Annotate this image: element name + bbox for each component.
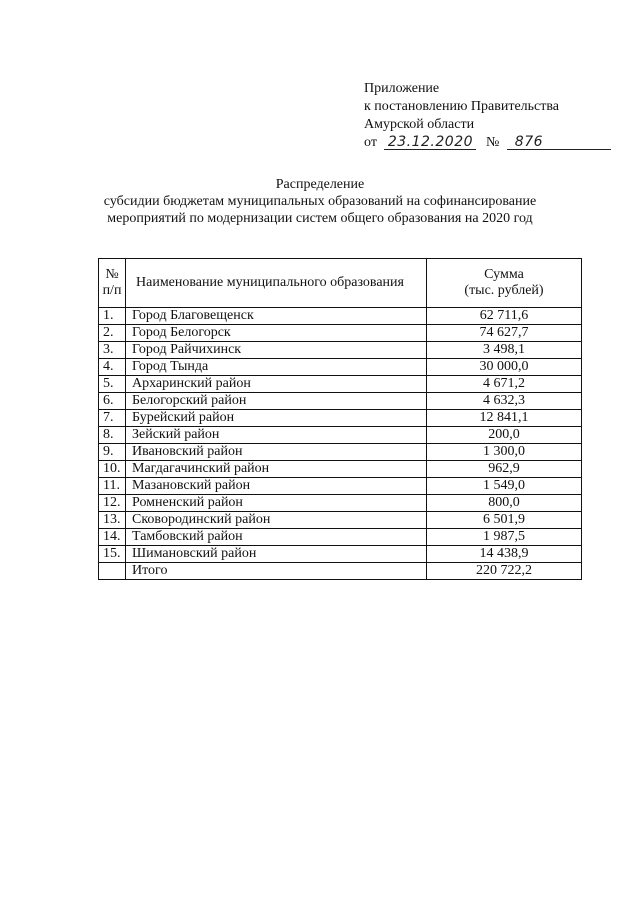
row-sum: 200,0 — [427, 427, 582, 444]
table-row — [99, 342, 582, 359]
table-row — [99, 427, 582, 444]
table-row — [99, 444, 582, 461]
table-row — [99, 393, 582, 410]
row-name: Шимановский район — [126, 546, 427, 563]
handwritten-number: 876 — [507, 135, 611, 150]
row-name: Зейский район — [126, 427, 427, 444]
table-row — [99, 325, 582, 342]
row-sum: 1 987,5 — [427, 529, 582, 546]
table-row — [99, 359, 582, 376]
header-sum-line-2: (тыс. рублей) — [464, 283, 544, 298]
date-prefix: от — [364, 135, 377, 150]
appendix-block — [364, 80, 611, 152]
row-number: 8. — [99, 427, 126, 444]
appendix-label: Приложение — [364, 81, 440, 96]
row-sum: 62 711,6 — [427, 308, 582, 325]
row-name: Ромненский район — [126, 495, 427, 512]
title-line-1: Распределение — [275, 177, 365, 192]
row-sum: 4 632,3 — [427, 393, 582, 410]
row-name: Город Белогорск — [126, 325, 427, 342]
table-header-row — [99, 259, 582, 308]
title-line-2: субсидии бюджетам муниципальных образований на софинансирование — [103, 194, 537, 209]
table-row — [99, 376, 582, 393]
total-label: Итого — [126, 563, 427, 580]
row-name: Белогорский район — [126, 393, 427, 410]
row-name: Город Благовещенск — [126, 308, 427, 325]
row-name: Город Тында — [126, 359, 427, 376]
header-name: Наименование муниципального образования — [126, 259, 427, 308]
appendix-date-number-line — [364, 134, 611, 152]
row-sum: 1 300,0 — [427, 444, 582, 461]
row-sum: 3 498,1 — [427, 342, 582, 359]
row-name: Сковородинский район — [126, 512, 427, 529]
row-name: Магдагачинский район — [126, 461, 427, 478]
row-number: 7. — [99, 410, 126, 427]
row-number: 2. — [99, 325, 126, 342]
row-sum: 12 841,1 — [427, 410, 582, 427]
row-number: 13. — [99, 512, 126, 529]
row-sum: 800,0 — [427, 495, 582, 512]
table-row — [99, 529, 582, 546]
header-number-line-2: п/п — [102, 283, 122, 298]
row-sum: 4 671,2 — [427, 376, 582, 393]
row-sum: 30 000,0 — [427, 359, 582, 376]
row-number: 11. — [99, 478, 126, 495]
row-number: 6. — [99, 393, 126, 410]
table-row — [99, 478, 582, 495]
row-number: 5. — [99, 376, 126, 393]
header-number-line-1: № — [105, 267, 119, 282]
row-number: 4. — [99, 359, 126, 376]
table-body — [99, 308, 582, 580]
row-number: 12. — [99, 495, 126, 512]
header-sum — [427, 259, 582, 308]
document-title — [0, 176, 640, 227]
table-row — [99, 512, 582, 529]
row-number: 15. — [99, 546, 126, 563]
total-row — [99, 563, 582, 580]
row-sum: 962,9 — [427, 461, 582, 478]
row-number: 10. — [99, 461, 126, 478]
table-row — [99, 546, 582, 563]
table-row — [99, 308, 582, 325]
row-name: Мазановский район — [126, 478, 427, 495]
row-name: Тамбовский район — [126, 529, 427, 546]
appendix-decree-line: к постановлению Правительства — [364, 99, 560, 114]
row-name: Архаринский район — [126, 376, 427, 393]
table-row — [99, 461, 582, 478]
row-number: 1. — [99, 308, 126, 325]
row-number: 9. — [99, 444, 126, 461]
handwritten-date: 23.12.2020 — [384, 135, 476, 150]
table-row — [99, 410, 582, 427]
row-number: 3. — [99, 342, 126, 359]
distribution-table — [98, 258, 582, 580]
row-sum: 74 627,7 — [427, 325, 582, 342]
appendix-region-line: Амурской области — [364, 117, 475, 132]
number-prefix: № — [485, 135, 500, 150]
row-sum: 6 501,9 — [427, 512, 582, 529]
table-row — [99, 495, 582, 512]
header-number — [99, 259, 126, 308]
total-sum: 220 722,2 — [427, 563, 582, 580]
row-name: Ивановский район — [126, 444, 427, 461]
row-number: 14. — [99, 529, 126, 546]
total-row-number — [99, 563, 126, 580]
row-name: Бурейский район — [126, 410, 427, 427]
title-line-3: мероприятий по модернизации систем общего образования на 2020 год — [107, 211, 533, 226]
row-sum: 1 549,0 — [427, 478, 582, 495]
header-sum-line-1: Сумма — [484, 267, 524, 282]
row-sum: 14 438,9 — [427, 546, 582, 563]
row-name: Город Райчихинск — [126, 342, 427, 359]
